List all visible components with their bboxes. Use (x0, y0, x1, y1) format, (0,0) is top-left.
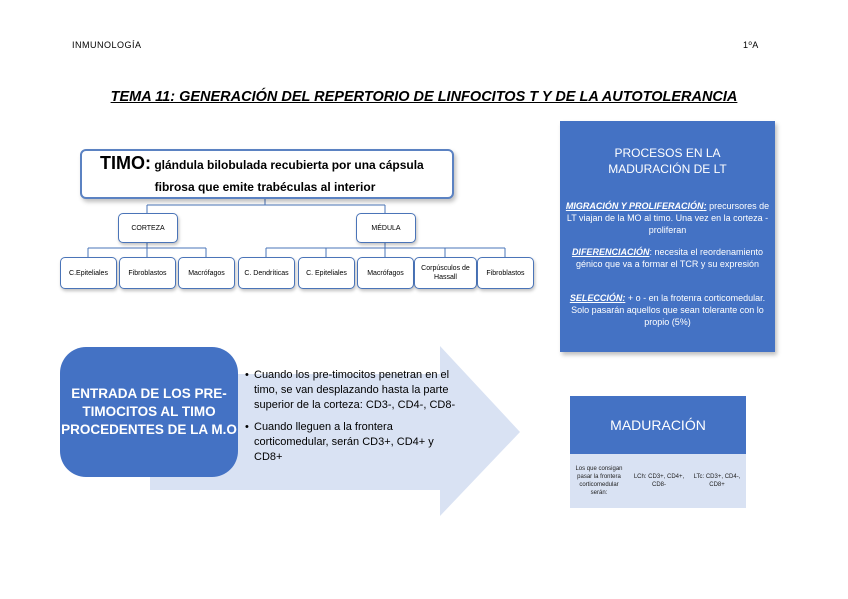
proceso-migracion-heading: MIGRACIÓN Y PROLIFERACIÓN (565, 201, 704, 211)
entrada-bullet-1-text: Cuando los pre-timocitos penetran en el timo, se van desplazando hasta la parte superior de la corteza: CD3-, CD4-, CD8- (254, 369, 456, 411)
proceso-diferenciacion-text: necesita el reordenamiento génico que va a formar el TCR y su expresión (576, 247, 764, 269)
entrada-bullets (245, 368, 465, 465)
entrada-bullet-1 (245, 368, 465, 413)
maduracion-header (570, 396, 746, 454)
page-title: TEMA 11: GENERACIÓN DEL REPERTORIO DE LINFOCITOS T Y DE LA AUTOTOLERANCIA (110, 89, 738, 105)
medula-child-macrofagos: Macrófagos (357, 257, 414, 289)
medula-child-dendriticas: C. Dendríticas (238, 257, 295, 289)
entrada-bullet-2-text: Cuando lleguen a la frontera corticomedular, serán CD3+, CD4+ y CD8+ (254, 421, 434, 463)
procesos-title-line2: MADURACIÓN DE LT (608, 162, 727, 176)
proceso-diferenciacion-sep: : (649, 247, 652, 257)
bullet-icon: • (245, 369, 249, 381)
header-subject: INMUNOLOGÍA (72, 40, 142, 50)
proceso-migracion-sep: : (703, 201, 707, 211)
maduracion-cell-intro: Los que consigan pasar la frontera corticomedular serán: (575, 466, 623, 496)
medula-child-hassall: Corpúsculos de Hassall (414, 257, 477, 289)
timo-label: TIMO: (100, 153, 151, 173)
proceso-diferenciacion-heading: DIFERENCIACIÓN (571, 247, 650, 257)
procesos-title-line1: PROCESOS EN LA (614, 146, 721, 160)
proceso-seleccion-sep: : (622, 293, 626, 303)
maduracion-title: MADURACIÓN (610, 417, 706, 433)
corteza-child-epiteliales: C.Epiteliales (60, 257, 117, 289)
timo-description-line1: glándula bilobulada recubierta por una cápsula (154, 158, 424, 172)
corteza-node: CORTEZA (118, 213, 178, 243)
medula-node: MÉDULA (356, 213, 416, 243)
entrada-title-box (60, 347, 238, 477)
maduracion-cell-lch: LCh: CD3+, CD4+, CD8- (633, 474, 685, 488)
bullet-icon: • (245, 421, 249, 433)
maduracion-cell-ltc: LTc: CD3+, CD4-, CD8+ (693, 474, 741, 488)
proceso-seleccion-text: + o - en la frotenra corticomedular. Solo pasarán aquellos que sean tolerante con lo propio (5%) (571, 293, 766, 327)
medula-child-fibroblastos: Fibroblastos (477, 257, 534, 289)
header-course: 1ºA (743, 40, 759, 50)
corteza-child-macrofagos: Macrófagos (178, 257, 235, 289)
medula-child-epiteliales: C. Epiteliales (298, 257, 355, 289)
proceso-migracion-text: precursores de LT viajan de la MO al timo. Una vez en la corteza - proliferan (566, 201, 770, 235)
entrada-title: ENTRADA DE LOS PRE-TIMOCITOS AL TIMO PROCEDENTES DE LA M.O (61, 386, 237, 437)
corteza-child-fibroblastos: Fibroblastos (119, 257, 176, 289)
timo-description-line2: fibrosa que emite trabéculas al interior (154, 180, 376, 194)
proceso-seleccion-heading: SELECCIÓN (569, 293, 623, 303)
entrada-bullet-2 (245, 420, 465, 465)
